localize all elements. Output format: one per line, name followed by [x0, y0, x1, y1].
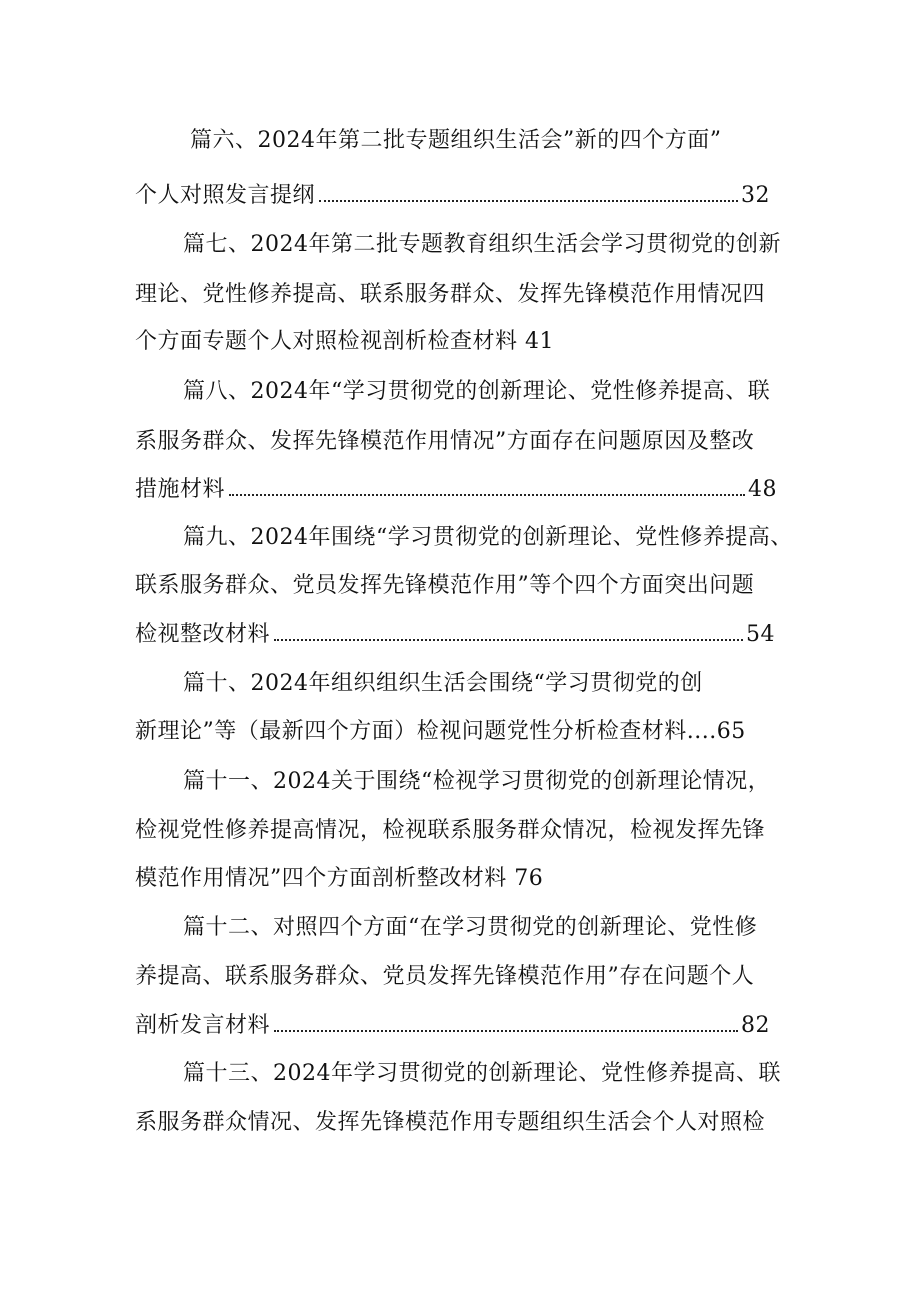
- toc-entry-8-text: 措施材料: [135, 477, 226, 502]
- dot-leader: [274, 1030, 738, 1032]
- dot-leader: [274, 639, 743, 641]
- toc-entry-8-last-line: [135, 475, 777, 505]
- toc-entry-6-text: 个人对照发言提纲: [135, 183, 316, 208]
- toc-entry-8-line-2: 系服务群众、发挥先锋模范作用情况”方面存在问题原因及整改: [135, 429, 755, 454]
- toc-entry-10-last-line: 新理论”等（最新四个方面）检视问题党性分析检查材料....65: [135, 719, 746, 744]
- toc-entry-12-line-2: 养提高、联系服务群众、党员发挥先锋模范作用”存在问题个人: [135, 964, 755, 989]
- toc-entry-9-text: 检视整改材料: [135, 622, 271, 647]
- toc-entry-13-line-1[interactable]: 篇十三、2024年学习贯彻党的创新理论、党性修养提高、联: [183, 1061, 781, 1086]
- toc-entry-9-last-line: [135, 620, 775, 650]
- toc-entry-11-last-line: 模范作用情况”四个方面剖析整改材料 76: [135, 866, 544, 891]
- toc-entry-6-page: 32: [741, 183, 770, 208]
- toc-entry-12-last-line: [135, 1011, 770, 1041]
- toc-entry-7-line-1[interactable]: 篇七、2024年第二批专题教育组织生活会学习贯彻党的创新: [183, 232, 781, 257]
- toc-entry-9-page: 54: [746, 622, 775, 647]
- toc-entry-6-line-1: 篇六、2024年第二批专题组织生活会”新的四个方面”: [190, 128, 722, 153]
- dot-leader: [229, 494, 745, 496]
- toc-entry-12-text: 剖析发言材料: [135, 1013, 271, 1038]
- toc-entry-8-page: 48: [748, 477, 777, 502]
- toc-entry-13-line-2: 系服务群众情况、发挥先锋模范作用专题组织生活会个人对照检: [135, 1110, 766, 1135]
- toc-entry-9-line-2: 联系服务群众、党员发挥先锋模范作用”等个四个方面突出问题: [135, 573, 755, 598]
- toc-entry-10-line-1[interactable]: 篇十、2024年组织组织生活会围绕“学习贯彻党的创: [183, 671, 703, 696]
- toc-entry-11-line-2: 检视党性修养提高情况，检视联系服务群众情况，检视发挥先锋: [135, 818, 766, 843]
- toc-entry-9-line-1[interactable]: 篇九、2024年围绕“学习贯彻党的创新理论、党性修养提高、: [183, 525, 793, 550]
- toc-entry-6-last-line[interactable]: [135, 181, 770, 211]
- toc-entry-7-line-2: 理论、党性修养提高、联系服务群众、发挥先锋模范作用情况四: [135, 282, 766, 307]
- toc-entry-11-line-1[interactable]: 篇十一、2024关于围绕“检视学习贯彻党的创新理论情况，: [183, 769, 771, 794]
- toc-entry-8-line-1[interactable]: 篇八、2024年“学习贯彻党的创新理论、党性修养提高、联: [183, 379, 771, 404]
- toc-entry-12-line-1[interactable]: 篇十二、对照四个方面“在学习贯彻党的创新理论、党性修: [183, 915, 758, 940]
- dot-leader: [319, 200, 738, 202]
- toc-entry-12-page: 82: [741, 1013, 770, 1038]
- toc-entry-7-last-line: 个方面专题个人对照检视剖析检查材料 41: [135, 329, 554, 354]
